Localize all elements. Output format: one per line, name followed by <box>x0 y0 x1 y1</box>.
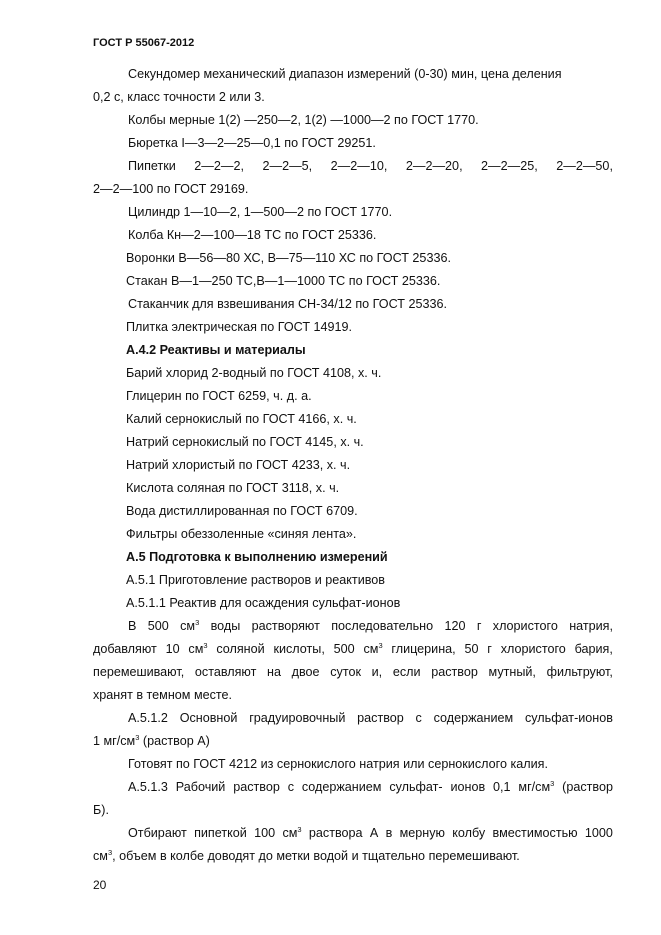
word: градуировочный <box>249 711 346 725</box>
word: 2—2—50, <box>556 159 613 173</box>
word: Отбирают <box>128 826 187 840</box>
stopwatch-line-2: 0,2 с, класс точности 2 или 3. <box>93 90 265 104</box>
word: колбу <box>452 826 486 840</box>
superscript: 3 <box>135 732 140 742</box>
word: А.5.1.3 <box>128 780 168 794</box>
paragraph-2-line-1 <box>128 825 613 841</box>
word: вместимостью <box>492 826 578 840</box>
subsection-a5-1-2-line-2 <box>93 733 210 749</box>
word: сульфат- <box>389 780 443 794</box>
pipettes-line-2: 2—2—100 по ГОСТ 29169. <box>93 182 249 196</box>
word <box>518 779 554 795</box>
word: двое <box>291 665 320 679</box>
text-part: , объем в колбе доводят до метки водой и тщательно перемешивают. <box>112 849 520 863</box>
word: пипеткой <box>194 826 247 840</box>
word <box>363 641 382 657</box>
subsection-a5-1-1: А.5.1.1 Реактив для осаждения сульфат-ионов <box>126 596 401 610</box>
page-number: 20 <box>93 878 107 892</box>
beaker-line: Стакан В—1—250 ТС,В—1—1000 ТС по ГОСТ 25336. <box>126 274 441 288</box>
word: А.5.1.2 <box>128 711 168 725</box>
reagent-item: Вода дистиллированная по ГОСТ 6709. <box>126 504 358 518</box>
word: содержанием <box>433 711 514 725</box>
word: кислоты, <box>273 642 325 656</box>
word: добавляют <box>93 642 157 656</box>
word: 50 <box>464 642 479 656</box>
text-part: см <box>93 849 108 863</box>
reagents-heading: А.4.2 Реактивы и материалы <box>126 343 306 357</box>
word-text: мг/см <box>518 780 551 794</box>
prep-a-line: Готовят по ГОСТ 4212 из сернокислого натрия или сернокислого калия. <box>128 757 548 771</box>
word: 1000 <box>584 826 613 840</box>
word: и, <box>371 665 383 679</box>
paragraph-1-line-4: хранят в темном месте. <box>93 688 233 702</box>
word: воды <box>210 619 241 633</box>
word: 500 <box>333 642 355 656</box>
word: оставляют <box>194 665 257 679</box>
word-text: см <box>282 826 298 840</box>
word: соляной <box>216 642 265 656</box>
pipettes-line-1 <box>128 158 613 174</box>
word: 2—2—20, <box>405 159 463 173</box>
word-text: см <box>363 642 379 656</box>
word: 2—2—5, <box>262 159 313 173</box>
word: В <box>128 619 137 633</box>
flasks-line: Колбы мерные 1(2) —250—2, 1(2) —1000—2 по ГОСТ 1770. <box>128 113 479 127</box>
word: раствора <box>308 826 363 840</box>
word: г <box>487 642 492 656</box>
word: в <box>385 826 393 840</box>
word: растворяют <box>251 619 320 633</box>
word: ионов <box>450 780 486 794</box>
word: хлористого <box>492 619 558 633</box>
word: если <box>392 665 421 679</box>
paragraph-1-line-1 <box>128 618 613 634</box>
paragraph-2-line-2 <box>93 848 520 864</box>
reagent-item: Кислота соляная по ГОСТ 3118, х. ч. <box>126 481 340 495</box>
superscript: 3 <box>378 640 383 650</box>
word: А <box>369 826 379 840</box>
word: мутный, <box>488 665 536 679</box>
superscript: 3 <box>107 847 113 857</box>
subsection-a5-1-3-line-1 <box>128 779 613 795</box>
stopwatch-line-1: Секундомер механический диапазон измерений (0-30) мин, цена деления <box>128 67 562 81</box>
word: раствор <box>357 711 404 725</box>
word: натрия, <box>569 619 613 633</box>
hotplate-line: Плитка электрическая по ГОСТ 14919. <box>126 320 353 334</box>
word: 2—2—2, <box>194 159 244 173</box>
reagent-item: Калий сернокислый по ГОСТ 4166, х. ч. <box>126 412 357 426</box>
word: Рабочий <box>175 780 226 794</box>
word: глицерина, <box>391 642 456 656</box>
word: с <box>287 780 294 794</box>
section-a5-heading: А.5 Подготовка к выполнению измерений <box>126 550 388 564</box>
word: последовательно <box>331 619 434 633</box>
superscript: 3 <box>297 824 302 834</box>
word: Пипетки <box>128 159 176 173</box>
word: 120 <box>444 619 466 633</box>
reagent-item: Натрий хлористый по ГОСТ 4233, х. ч. <box>126 458 351 472</box>
burette-line: Бюретка I—3—2—25—0,1 по ГОСТ 29251. <box>128 136 376 150</box>
paragraph-1-line-2 <box>93 641 613 657</box>
word: 10 <box>165 642 180 656</box>
word <box>180 618 199 634</box>
word: на <box>267 665 281 679</box>
reagent-item: Глицерин по ГОСТ 6259, ч. д. а. <box>126 389 312 403</box>
word: 100 <box>254 826 276 840</box>
text-part: (раствор А) <box>139 734 210 748</box>
word: содержанием <box>301 780 382 794</box>
word: 2—2—25, <box>481 159 538 173</box>
word: 2—2—10, <box>330 159 388 173</box>
word: Основной <box>179 711 238 725</box>
word: с <box>415 711 422 725</box>
superscript: 3 <box>550 778 555 788</box>
reagent-item: Барий хлорид 2-водный по ГОСТ 4108, х. ч. <box>126 366 382 380</box>
word: суток <box>330 665 361 679</box>
word: фильтруют, <box>546 665 613 679</box>
cylinder-line: Цилиндр 1—10—2, 1—500—2 по ГОСТ 1770. <box>128 205 393 219</box>
word: перемешивают, <box>93 665 185 679</box>
word: 0,1 <box>493 780 511 794</box>
word: г <box>476 619 482 633</box>
word: раствор <box>233 780 280 794</box>
reagent-item: Натрий сернокислый по ГОСТ 4145, х. ч. <box>126 435 364 449</box>
text-part: 1 мг/см <box>93 734 136 748</box>
word <box>188 641 207 657</box>
word-text: см <box>188 642 204 656</box>
flask-kn-line: Колба Кн—2—100—18 ТС по ГОСТ 25336. <box>128 228 377 242</box>
word: хлористого <box>500 642 566 656</box>
superscript: 3 <box>203 640 208 650</box>
word: бария, <box>574 642 613 656</box>
superscript: 3 <box>195 617 200 627</box>
word: мерную <box>399 826 445 840</box>
subsection-a5-1: А.5.1 Приготовление растворов и реактивов <box>126 573 385 587</box>
document-header: ГОСТ Р 55067-2012 <box>93 37 195 49</box>
subsection-a5-1-2-line-1 <box>128 710 613 726</box>
weighing-cup-line: Стаканчик для взвешивания СН-34/12 по ГОСТ 25336. <box>128 297 447 311</box>
word: раствор <box>431 665 478 679</box>
word: (раствор <box>562 780 613 794</box>
subsection-a5-1-3-line-2: Б). <box>93 803 109 817</box>
word <box>282 825 301 841</box>
paragraph-1-line-3 <box>93 664 613 680</box>
word-text: см <box>180 619 196 633</box>
word: сульфат-ионов <box>524 711 613 725</box>
reagent-item: Фильтры обеззоленные «синяя лента». <box>126 527 357 541</box>
funnels-line: Воронки В—56—80 ХС, В—75—110 ХС по ГОСТ 25336. <box>126 251 451 265</box>
word: 500 <box>147 619 169 633</box>
